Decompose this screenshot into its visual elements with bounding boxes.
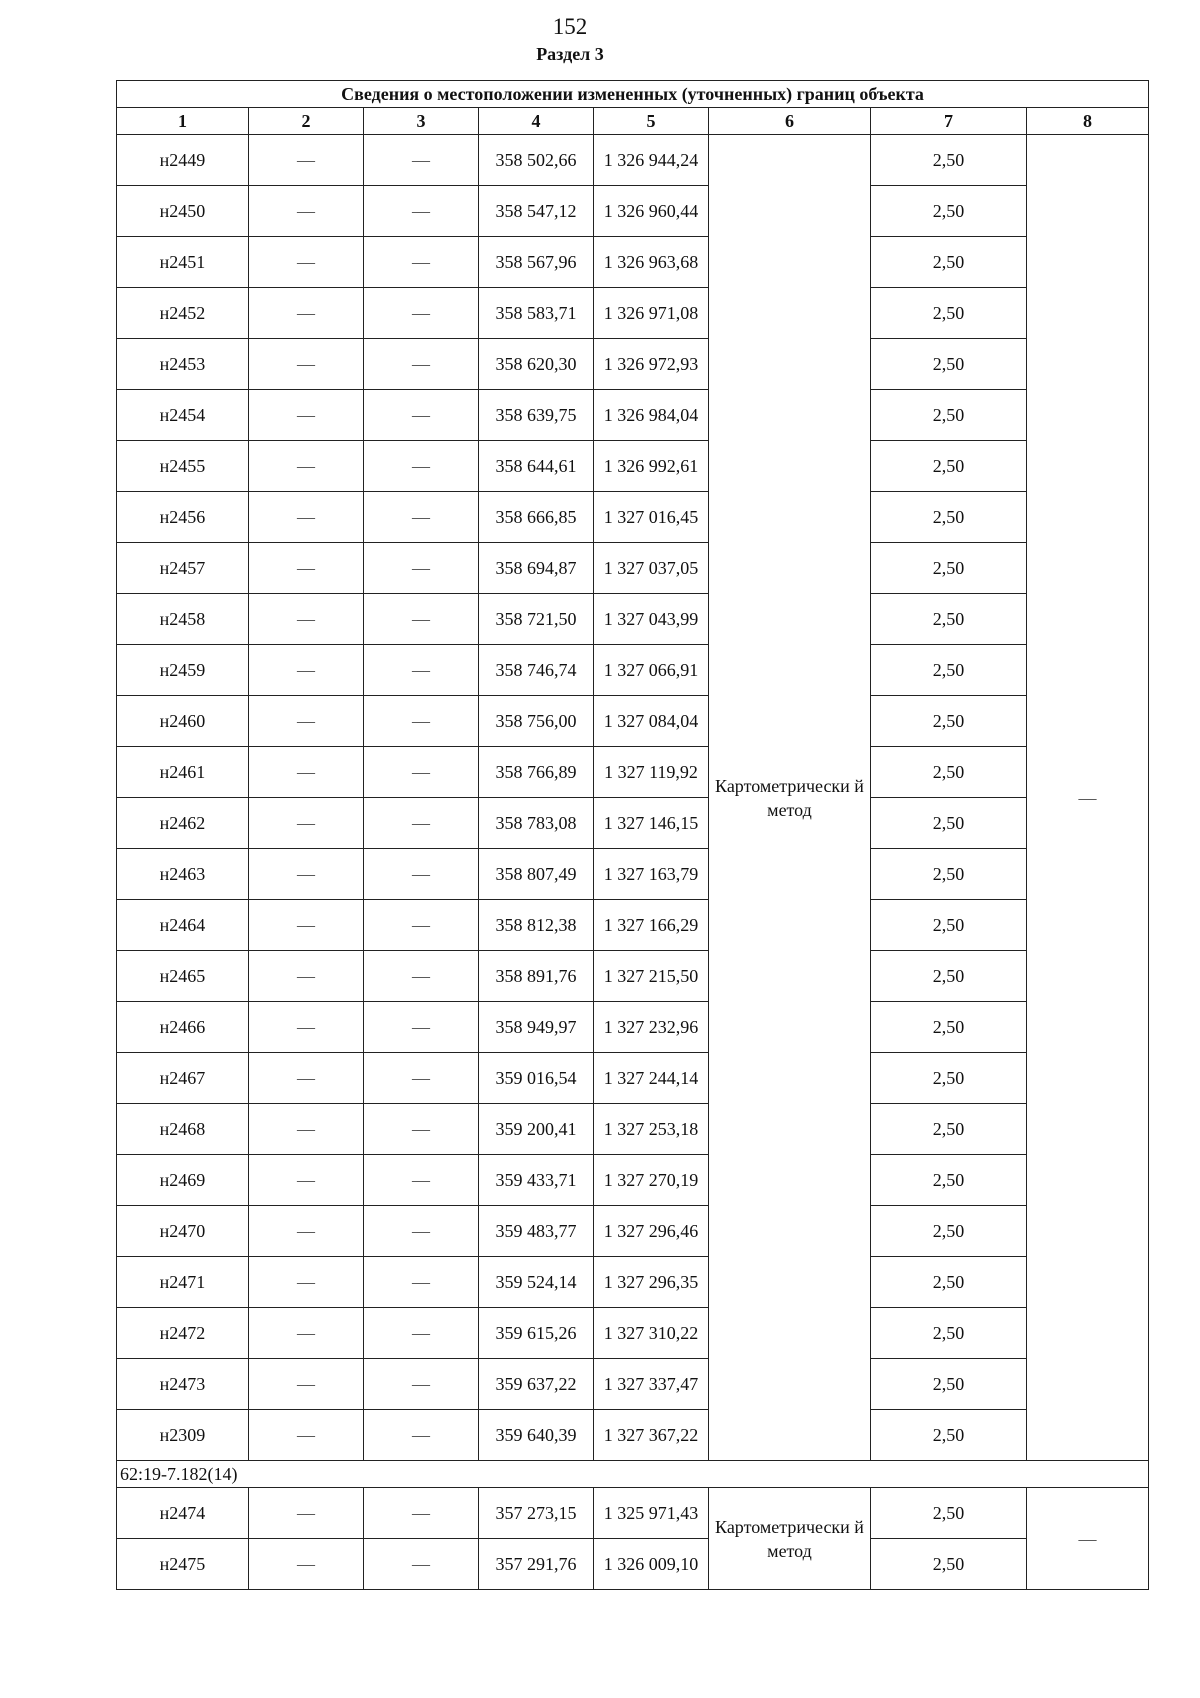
x-coordinate-cell: 358 666,85: [479, 492, 594, 543]
x-coordinate-cell: 358 783,08: [479, 798, 594, 849]
point-name-cell: н2461: [117, 747, 249, 798]
col3-cell: —: [364, 1257, 479, 1308]
col2-cell: —: [249, 1539, 364, 1590]
y-coordinate-cell: 1 327 043,99: [594, 594, 709, 645]
table-row: [117, 186, 1149, 237]
accuracy-cell: 2,50: [871, 594, 1027, 645]
accuracy-cell: 2,50: [871, 849, 1027, 900]
y-coordinate-cell: 1 327 084,04: [594, 696, 709, 747]
col2-cell: —: [249, 1410, 364, 1461]
accuracy-cell: 2,50: [871, 1002, 1027, 1053]
accuracy-cell: 2,50: [871, 237, 1027, 288]
table-row: [117, 798, 1149, 849]
point-name-cell: н2454: [117, 390, 249, 441]
accuracy-cell: 2,50: [871, 1308, 1027, 1359]
col2-cell: —: [249, 288, 364, 339]
col2-cell: —: [249, 1257, 364, 1308]
accuracy-cell: 2,50: [871, 1104, 1027, 1155]
x-coordinate-cell: 358 949,97: [479, 1002, 594, 1053]
y-coordinate-cell: 1 326 963,68: [594, 237, 709, 288]
column-header: 7: [871, 108, 1027, 135]
accuracy-cell: 2,50: [871, 1488, 1027, 1539]
col3-cell: —: [364, 696, 479, 747]
point-name-cell: н2471: [117, 1257, 249, 1308]
col3-cell: —: [364, 1206, 479, 1257]
table-row: [117, 645, 1149, 696]
table-row: [117, 237, 1149, 288]
col3-cell: —: [364, 390, 479, 441]
table-row: [117, 900, 1149, 951]
accuracy-cell: 2,50: [871, 900, 1027, 951]
y-coordinate-cell: 1 326 992,61: [594, 441, 709, 492]
method-cell: Картометрически й метод: [709, 1488, 871, 1590]
col3-cell: —: [364, 543, 479, 594]
col3-cell: —: [364, 237, 479, 288]
col2-cell: —: [249, 594, 364, 645]
col8-cell: —: [1027, 135, 1149, 1461]
point-name-cell: н2452: [117, 288, 249, 339]
y-coordinate-cell: 1 326 009,10: [594, 1539, 709, 1590]
point-name-cell: н2469: [117, 1155, 249, 1206]
col2-cell: —: [249, 900, 364, 951]
table-row: [117, 543, 1149, 594]
point-name-cell: н2470: [117, 1206, 249, 1257]
col2-cell: —: [249, 1359, 364, 1410]
col3-cell: —: [364, 1308, 479, 1359]
table-row: [117, 594, 1149, 645]
table-title: Сведения о местоположении измененных (уточненных) границ объекта: [117, 81, 1149, 108]
col3-cell: —: [364, 1488, 479, 1539]
parcel-number: 62:19-7.182(14): [117, 1461, 1149, 1488]
table-row: [117, 1053, 1149, 1104]
table-row: [117, 1308, 1149, 1359]
point-name-cell: н2456: [117, 492, 249, 543]
col3-cell: —: [364, 1359, 479, 1410]
col2-cell: —: [249, 696, 364, 747]
col2-cell: —: [249, 1002, 364, 1053]
col3-cell: —: [364, 1539, 479, 1590]
point-name-cell: н2460: [117, 696, 249, 747]
accuracy-cell: 2,50: [871, 1257, 1027, 1308]
x-coordinate-cell: 357 273,15: [479, 1488, 594, 1539]
table-row: [117, 1155, 1149, 1206]
col2-cell: —: [249, 951, 364, 1002]
accuracy-cell: 2,50: [871, 747, 1027, 798]
accuracy-cell: 2,50: [871, 1410, 1027, 1461]
point-name-cell: н2459: [117, 645, 249, 696]
table-row: [117, 1257, 1149, 1308]
point-name-cell: н2463: [117, 849, 249, 900]
x-coordinate-cell: 358 891,76: [479, 951, 594, 1002]
x-coordinate-cell: 359 483,77: [479, 1206, 594, 1257]
table-row: [117, 951, 1149, 1002]
col3-cell: —: [364, 798, 479, 849]
y-coordinate-cell: 1 327 016,45: [594, 492, 709, 543]
x-coordinate-cell: 359 524,14: [479, 1257, 594, 1308]
point-name-cell: н2464: [117, 900, 249, 951]
col3-cell: —: [364, 288, 479, 339]
y-coordinate-cell: 1 327 244,14: [594, 1053, 709, 1104]
x-coordinate-cell: 359 016,54: [479, 1053, 594, 1104]
accuracy-cell: 2,50: [871, 645, 1027, 696]
y-coordinate-cell: 1 327 337,47: [594, 1359, 709, 1410]
col2-cell: —: [249, 747, 364, 798]
y-coordinate-cell: 1 326 971,08: [594, 288, 709, 339]
point-name-cell: н2473: [117, 1359, 249, 1410]
y-coordinate-cell: 1 326 972,93: [594, 339, 709, 390]
x-coordinate-cell: 359 615,26: [479, 1308, 594, 1359]
point-name-cell: н2453: [117, 339, 249, 390]
table-row: [117, 390, 1149, 441]
y-coordinate-cell: 1 327 296,35: [594, 1257, 709, 1308]
col2-cell: —: [249, 1053, 364, 1104]
col2-cell: —: [249, 1488, 364, 1539]
accuracy-cell: 2,50: [871, 186, 1027, 237]
col2-cell: —: [249, 135, 364, 186]
col3-cell: —: [364, 594, 479, 645]
x-coordinate-cell: 358 567,96: [479, 237, 594, 288]
x-coordinate-cell: 359 200,41: [479, 1104, 594, 1155]
col3-cell: —: [364, 900, 479, 951]
x-coordinate-cell: 358 766,89: [479, 747, 594, 798]
point-name-cell: н2450: [117, 186, 249, 237]
column-header: 1: [117, 108, 249, 135]
column-header: 3: [364, 108, 479, 135]
accuracy-cell: 2,50: [871, 543, 1027, 594]
accuracy-cell: 2,50: [871, 1359, 1027, 1410]
col2-cell: —: [249, 645, 364, 696]
y-coordinate-cell: 1 327 270,19: [594, 1155, 709, 1206]
y-coordinate-cell: 1 327 232,96: [594, 1002, 709, 1053]
col3-cell: —: [364, 747, 479, 798]
table-title-row: [117, 81, 1149, 108]
x-coordinate-cell: 358 583,71: [479, 288, 594, 339]
col2-cell: —: [249, 237, 364, 288]
col2-cell: —: [249, 390, 364, 441]
y-coordinate-cell: 1 327 163,79: [594, 849, 709, 900]
accuracy-cell: 2,50: [871, 1206, 1027, 1257]
x-coordinate-cell: 357 291,76: [479, 1539, 594, 1590]
x-coordinate-cell: 359 433,71: [479, 1155, 594, 1206]
col3-cell: —: [364, 339, 479, 390]
accuracy-cell: 2,50: [871, 288, 1027, 339]
accuracy-cell: 2,50: [871, 339, 1027, 390]
accuracy-cell: 2,50: [871, 951, 1027, 1002]
accuracy-cell: 2,50: [871, 1539, 1027, 1590]
column-header: 2: [249, 108, 364, 135]
table-row: [117, 1539, 1149, 1590]
table-row: [117, 288, 1149, 339]
x-coordinate-cell: 358 807,49: [479, 849, 594, 900]
col3-cell: —: [364, 1410, 479, 1461]
section-title: Раздел 3: [536, 44, 604, 64]
y-coordinate-cell: 1 327 253,18: [594, 1104, 709, 1155]
col3-cell: —: [364, 849, 479, 900]
table-row: [117, 135, 1149, 186]
col3-cell: —: [364, 951, 479, 1002]
method-cell: Картометрически й метод: [709, 135, 871, 1461]
col8-cell: —: [1027, 1488, 1149, 1590]
column-header: 8: [1027, 108, 1149, 135]
table-row: [117, 1104, 1149, 1155]
y-coordinate-cell: 1 325 971,43: [594, 1488, 709, 1539]
point-name-cell: н2465: [117, 951, 249, 1002]
y-coordinate-cell: 1 326 944,24: [594, 135, 709, 186]
col3-cell: —: [364, 1002, 479, 1053]
x-coordinate-cell: 358 746,74: [479, 645, 594, 696]
accuracy-cell: 2,50: [871, 696, 1027, 747]
col2-cell: —: [249, 798, 364, 849]
accuracy-cell: 2,50: [871, 135, 1027, 186]
point-name-cell: н2449: [117, 135, 249, 186]
y-coordinate-cell: 1 327 296,46: [594, 1206, 709, 1257]
accuracy-cell: 2,50: [871, 798, 1027, 849]
col2-cell: —: [249, 849, 364, 900]
table-row: [117, 1206, 1149, 1257]
col3-cell: —: [364, 492, 479, 543]
table-row: [117, 441, 1149, 492]
table-row: [117, 1410, 1149, 1461]
col2-cell: —: [249, 186, 364, 237]
x-coordinate-cell: 358 721,50: [479, 594, 594, 645]
y-coordinate-cell: 1 327 119,92: [594, 747, 709, 798]
point-name-cell: н2457: [117, 543, 249, 594]
col3-cell: —: [364, 1155, 479, 1206]
table-row: [117, 1002, 1149, 1053]
point-name-cell: н2462: [117, 798, 249, 849]
table-row: [117, 747, 1149, 798]
x-coordinate-cell: 358 547,12: [479, 186, 594, 237]
point-name-cell: н2451: [117, 237, 249, 288]
accuracy-cell: 2,50: [871, 492, 1027, 543]
point-name-cell: н2467: [117, 1053, 249, 1104]
column-header: 4: [479, 108, 594, 135]
x-coordinate-cell: 359 637,22: [479, 1359, 594, 1410]
col2-cell: —: [249, 1155, 364, 1206]
x-coordinate-cell: 358 694,87: [479, 543, 594, 594]
column-header: 6: [709, 108, 871, 135]
point-name-cell: н2468: [117, 1104, 249, 1155]
y-coordinate-cell: 1 327 166,29: [594, 900, 709, 951]
table-header-row: [117, 108, 1149, 135]
table-row: [117, 339, 1149, 390]
table-row: [117, 1488, 1149, 1539]
accuracy-cell: 2,50: [871, 441, 1027, 492]
column-header: 5: [594, 108, 709, 135]
y-coordinate-cell: 1 326 984,04: [594, 390, 709, 441]
y-coordinate-cell: 1 327 215,50: [594, 951, 709, 1002]
accuracy-cell: 2,50: [871, 1155, 1027, 1206]
table-row: [117, 849, 1149, 900]
boundary-coordinates-table: [116, 80, 1149, 1590]
col2-cell: —: [249, 1104, 364, 1155]
x-coordinate-cell: 358 620,30: [479, 339, 594, 390]
y-coordinate-cell: 1 327 146,15: [594, 798, 709, 849]
col2-cell: —: [249, 441, 364, 492]
x-coordinate-cell: 358 756,00: [479, 696, 594, 747]
col2-cell: —: [249, 492, 364, 543]
parcel-number-row: [117, 1461, 1149, 1488]
point-name-cell: н2474: [117, 1488, 249, 1539]
col2-cell: —: [249, 1308, 364, 1359]
col2-cell: —: [249, 543, 364, 594]
point-name-cell: н2475: [117, 1539, 249, 1590]
x-coordinate-cell: 359 640,39: [479, 1410, 594, 1461]
accuracy-cell: 2,50: [871, 1053, 1027, 1104]
page-number: 152: [552, 14, 588, 39]
point-name-cell: н2455: [117, 441, 249, 492]
y-coordinate-cell: 1 327 066,91: [594, 645, 709, 696]
col3-cell: —: [364, 186, 479, 237]
x-coordinate-cell: 358 812,38: [479, 900, 594, 951]
col3-cell: —: [364, 135, 479, 186]
col3-cell: —: [364, 441, 479, 492]
col2-cell: —: [249, 1206, 364, 1257]
table-row: [117, 492, 1149, 543]
point-name-cell: н2458: [117, 594, 249, 645]
col2-cell: —: [249, 339, 364, 390]
col3-cell: —: [364, 1053, 479, 1104]
y-coordinate-cell: 1 326 960,44: [594, 186, 709, 237]
y-coordinate-cell: 1 327 037,05: [594, 543, 709, 594]
col3-cell: —: [364, 1104, 479, 1155]
y-coordinate-cell: 1 327 367,22: [594, 1410, 709, 1461]
point-name-cell: н2309: [117, 1410, 249, 1461]
x-coordinate-cell: 358 644,61: [479, 441, 594, 492]
x-coordinate-cell: 358 502,66: [479, 135, 594, 186]
x-coordinate-cell: 358 639,75: [479, 390, 594, 441]
point-name-cell: н2466: [117, 1002, 249, 1053]
table-row: [117, 1359, 1149, 1410]
accuracy-cell: 2,50: [871, 390, 1027, 441]
col3-cell: —: [364, 645, 479, 696]
y-coordinate-cell: 1 327 310,22: [594, 1308, 709, 1359]
table-row: [117, 696, 1149, 747]
point-name-cell: н2472: [117, 1308, 249, 1359]
